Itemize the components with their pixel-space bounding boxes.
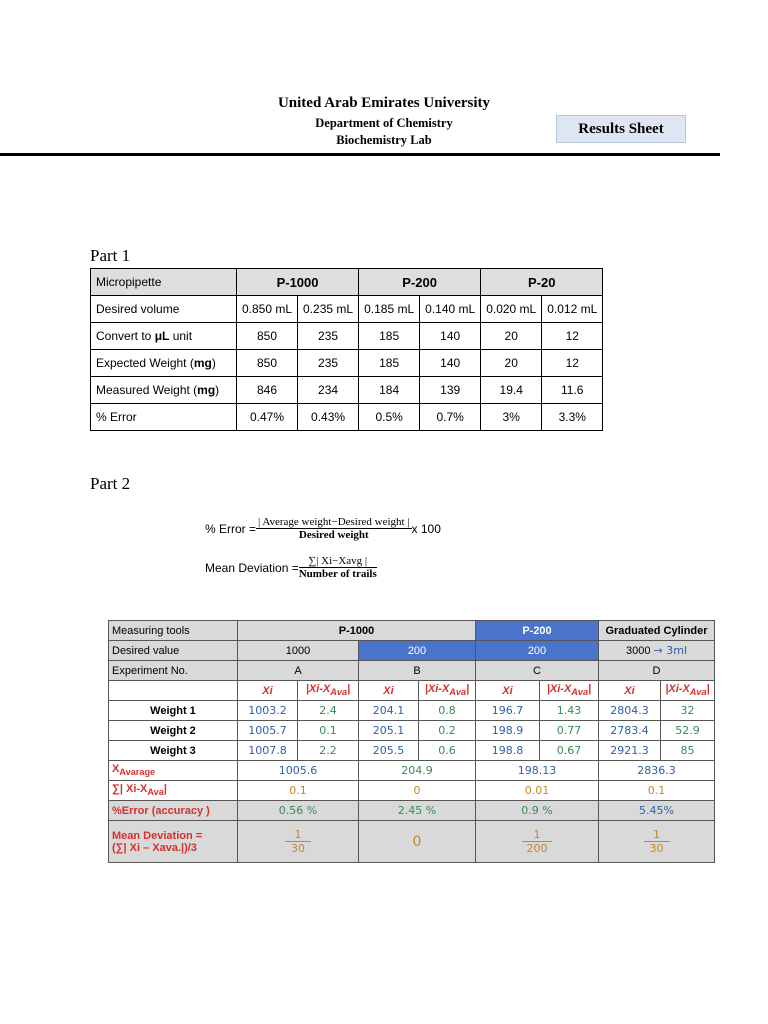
experiment-cell: D — [599, 661, 715, 681]
xavg-cell: 1005.6 — [238, 761, 359, 781]
convert-cell: 185 — [359, 323, 420, 350]
xavg-cell: 198.13 — [476, 761, 599, 781]
formula-numerator: ∑| Xi−Xavg | — [299, 555, 377, 568]
formula-denominator: Desired weight — [298, 529, 369, 541]
label-percent-error: %Error (accuracy ) — [109, 801, 238, 821]
weight-cell: 0.2 — [419, 721, 476, 741]
table-row — [109, 781, 715, 801]
tool-p1000: P-1000 — [238, 621, 476, 641]
expected-cell: 850 — [237, 350, 298, 377]
table-row — [109, 681, 715, 701]
weight-cell: 0.6 — [419, 741, 476, 761]
weight-cell: 2.2 — [298, 741, 359, 761]
sum-cell: 0.1 — [599, 781, 715, 801]
label-mean-deviation: Mean Deviation = (∑| Xi – Xava.|)/3 — [109, 821, 238, 863]
desired-cell: 0.235 mL — [298, 296, 359, 323]
table-row — [91, 377, 603, 404]
tool-p200: P-200 — [476, 621, 599, 641]
col-dev: $|Xi-X_{Ava}|$ — [298, 681, 359, 701]
convert-cell: 20 — [481, 323, 542, 350]
col-xi: Xi — [476, 681, 540, 701]
mean-deviation-formula: Mean Deviation = $\frac{\text{∑| Xi−Xavg |}}{\text{Number of trails}}$ — [205, 555, 377, 580]
col-xi: Xi — [359, 681, 419, 701]
mean-deviation-cell: 1 200 — [476, 821, 599, 863]
xavg-cell: 204.9 — [359, 761, 476, 781]
table-row — [109, 761, 715, 781]
col-dev: $|Xi-X_{Ava}|$ — [661, 681, 715, 701]
desired-cell: 0.020 mL — [481, 296, 542, 323]
desired-value-cell: 200 — [476, 641, 599, 661]
row-label-expected: Expected Weight (mg) — [91, 350, 237, 377]
convert-cell: 140 — [420, 323, 481, 350]
experiment-cell: C — [476, 661, 599, 681]
table-row — [91, 323, 603, 350]
table-row — [91, 350, 603, 377]
expected-cell: 185 — [359, 350, 420, 377]
table-row — [91, 296, 603, 323]
header-divider — [0, 153, 720, 156]
weight-cell: 0.67 — [540, 741, 599, 761]
label-measuring-tools: Measuring tools — [109, 621, 238, 641]
part2-title: Part 2 — [90, 474, 131, 493]
percent-error-formula: % Error = $\frac{\text{| Average weight−Desired weight |}}{\text{Desired weight}}$ x 100 — [205, 516, 441, 541]
table-row — [109, 701, 715, 721]
weight-cell: 1.43 — [540, 701, 599, 721]
weight-cell: 0.1 — [298, 721, 359, 741]
col-dev: $|Xi-X_{Ava}|$ — [540, 681, 599, 701]
weight-cell: 32 — [661, 701, 715, 721]
lab-name: Biochemistry Lab — [336, 133, 432, 147]
table-row — [91, 269, 603, 296]
desired-cell: 0.140 mL — [420, 296, 481, 323]
part2-table — [108, 620, 715, 863]
formula-numerator: | Average weight−Desired weight | — [258, 516, 410, 528]
weight-cell: 196.7 — [476, 701, 540, 721]
expected-cell: 20 — [481, 350, 542, 377]
measured-cell: 11.6 — [542, 377, 603, 404]
mean-deviation-cell: 1 30 — [238, 821, 359, 863]
document-header — [0, 0, 768, 160]
table-row — [109, 821, 715, 863]
formula-denominator: Number of trails — [298, 568, 377, 580]
weight-cell: 1007.8 — [238, 741, 298, 761]
col-xi: Xi — [238, 681, 298, 701]
desired-value-cell: 200 — [359, 641, 476, 661]
error-cell: 3% — [481, 404, 542, 431]
desired-cell: 0.185 mL — [359, 296, 420, 323]
weight-cell: 2921.3 — [599, 741, 661, 761]
weight-cell: 205.1 — [359, 721, 419, 741]
col-xi: Xi — [599, 681, 661, 701]
convert-cell: 850 — [237, 323, 298, 350]
part1-table — [90, 268, 603, 431]
weight-cell: 198.8 — [476, 741, 540, 761]
error-cell: 5.45% — [599, 801, 715, 821]
table-row — [109, 741, 715, 761]
expected-cell: 235 — [298, 350, 359, 377]
weight-cell: 85 — [661, 741, 715, 761]
sum-cell: 0.01 — [476, 781, 599, 801]
convert-cell: 12 — [542, 323, 603, 350]
sum-cell: 0.1 — [238, 781, 359, 801]
measured-cell: 234 — [298, 377, 359, 404]
mean-deviation-cell: 1 30 — [599, 821, 715, 863]
weight-cell: 205.5 — [359, 741, 419, 761]
table-row — [109, 661, 715, 681]
university-name: United Arab Emirates University — [277, 95, 491, 111]
mean-deviation-cell: 0 — [359, 821, 476, 863]
row-label-convert: Convert to μL unit — [91, 323, 237, 350]
table-row — [109, 621, 715, 641]
row-label-measured: Measured Weight (mg) — [91, 377, 237, 404]
tool-graduated-cylinder: Graduated Cylinder — [599, 621, 715, 641]
expected-cell: 12 — [542, 350, 603, 377]
weight-cell: 2.4 — [298, 701, 359, 721]
handwritten-note: → 3ml — [653, 644, 688, 657]
row-label-micropipette: Micropipette — [91, 269, 237, 296]
weight-cell: 0.77 — [540, 721, 599, 741]
label-desired-value: Desired value — [109, 641, 238, 661]
error-cell: 0.9 % — [476, 801, 599, 821]
weight-cell: 0.8 — [419, 701, 476, 721]
label-weight-1: Weight 1 — [109, 701, 238, 721]
col-dev: $|Xi-X_{Ava}|$ — [419, 681, 476, 701]
table-row — [109, 721, 715, 741]
unit-ul: μL — [154, 329, 170, 343]
weight-cell: 2804.3 — [599, 701, 661, 721]
row-label-error: % Error — [91, 404, 237, 431]
results-sheet-button[interactable]: Results Sheet — [556, 115, 686, 143]
error-cell: 0.5% — [359, 404, 420, 431]
measured-cell: 139 — [420, 377, 481, 404]
label-x-average: $X_{Avarage}$ — [109, 761, 238, 781]
table-row — [91, 404, 603, 431]
label-experiment-no: Experiment No. — [109, 661, 238, 681]
sum-cell: 0 — [359, 781, 476, 801]
error-cell: 0.56 % — [238, 801, 359, 821]
desired-cell: 0.850 mL — [237, 296, 298, 323]
weight-cell: 2783.4 — [599, 721, 661, 741]
weight-cell: 52.9 — [661, 721, 715, 741]
xavg-cell: 2836.3 — [599, 761, 715, 781]
measured-cell: 846 — [237, 377, 298, 404]
error-cell: 0.43% — [298, 404, 359, 431]
measured-cell: 19.4 — [481, 377, 542, 404]
row-label-desired: Desired volume — [91, 296, 237, 323]
error-cell: 0.7% — [420, 404, 481, 431]
pipette-header-p20: P-20 — [481, 269, 603, 296]
department-name: Department of Chemistry — [315, 116, 453, 130]
label-weight-3: Weight 3 — [109, 741, 238, 761]
experiment-cell: A — [238, 661, 359, 681]
pipette-header-p1000: P-1000 — [237, 269, 359, 296]
weight-cell: 198.9 — [476, 721, 540, 741]
pipette-header-p200: P-200 — [359, 269, 481, 296]
error-cell: 3.3% — [542, 404, 603, 431]
desired-value-cell: 3000 → 3ml — [599, 641, 715, 661]
part1-title: Part 1 — [90, 246, 131, 265]
weight-cell: 1005.7 — [238, 721, 298, 741]
desired-value-cell: 1000 — [238, 641, 359, 661]
label-sum-deviation: ∑| $Xi-X_{Ava}|$ — [109, 781, 238, 801]
error-cell: 0.47% — [237, 404, 298, 431]
table-row — [109, 801, 715, 821]
formulas — [205, 516, 535, 606]
convert-cell: 235 — [298, 323, 359, 350]
weight-cell: 1003.2 — [238, 701, 298, 721]
experiment-cell: B — [359, 661, 476, 681]
label-weight-2: Weight 2 — [109, 721, 238, 741]
desired-cell: 0.012 mL — [542, 296, 603, 323]
measured-cell: 184 — [359, 377, 420, 404]
weight-cell: 204.1 — [359, 701, 419, 721]
empty-cell — [109, 681, 238, 701]
expected-cell: 140 — [420, 350, 481, 377]
table-row — [109, 641, 715, 661]
error-cell: 2.45 % — [359, 801, 476, 821]
